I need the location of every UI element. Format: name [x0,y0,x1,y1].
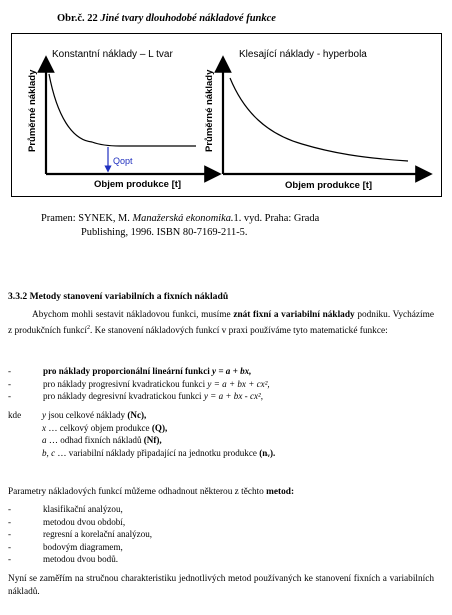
methods-list [8,503,152,566]
qopt-label: Qopt [113,156,133,166]
definition-row: b, c … variabilní náklady připadající na jednotku produkce (nᵥ). [42,447,276,458]
definition-row: x … celkový objem produkce (Q), [42,422,168,433]
list-item: - regresní a korelační analýzou, [8,529,153,540]
closing-paragraph: Nyní se zaměřím na stručnou charakteristiku jednotlivých metod používaných ke stanovení fixních a variabilních nákladů. [8,574,434,597]
list-item: - pro náklady degresivní kvadratickou funkci y = a + bx - cx², [8,391,264,402]
figure-caption: Obr.č. 22 Jiné tvary dlouhodobé nákladové funkce [57,13,276,24]
definition-row: a … odhad fixních nákladů (Nf), [42,435,162,446]
definition-row: kde y jsou celkové náklady (Nc), [8,410,147,420]
left-cost-curve [49,74,196,146]
right-y-label: Průměrné náklady [204,69,215,152]
functions-list [8,365,270,403]
list-item: - pro náklady proporcionální lineární funkci y = a + bx, [8,366,252,376]
figure-box [11,33,442,197]
intro-paragraph: Abychom mohli sestavit nákladovou funkci, musíme znát fixní a variabilní náklady podniku. Vycházíme z produkčních funkcí$^2$. Ke stanovení nákladových funkcí v praxi používáme tyto matematické funkce: [8,310,434,336]
list-item: - klasifikační analýzou, [8,504,123,514]
left-chart-title: Konstantní náklady – L tvar [52,49,173,60]
methods-intro: Parametry nákladových funkcí můžeme odhadnout některou z těchto metod: [8,487,295,497]
section-heading: 3.3.2 Metody stanovení variabilních a fixních nákladů [8,291,229,302]
list-item: - pro náklady progresivní kvadratickou funkci y = a + bx + cx², [8,378,270,389]
figure-charts [12,34,441,196]
right-x-label: Objem produkce [t] [285,180,373,191]
list-item: - bodovým diagramem, [8,541,123,552]
left-x-label: Objem produkce [t] [94,179,182,190]
variable-definitions [8,409,275,459]
left-y-label: Průměrné náklady [27,69,38,152]
list-item: - metodou dvou bodů. [8,554,119,565]
right-chart-title: Klesající náklady - hyperbola [239,49,367,60]
list-item: - metodou dvou období, [8,516,126,527]
source-citation: Pramen: SYNEK, M. Manažerská ekonomika.1. vyd. Praha: Grada Publishing, 1996. ISBN 80-7169-211-5. [41,213,320,238]
right-cost-curve [230,78,408,161]
